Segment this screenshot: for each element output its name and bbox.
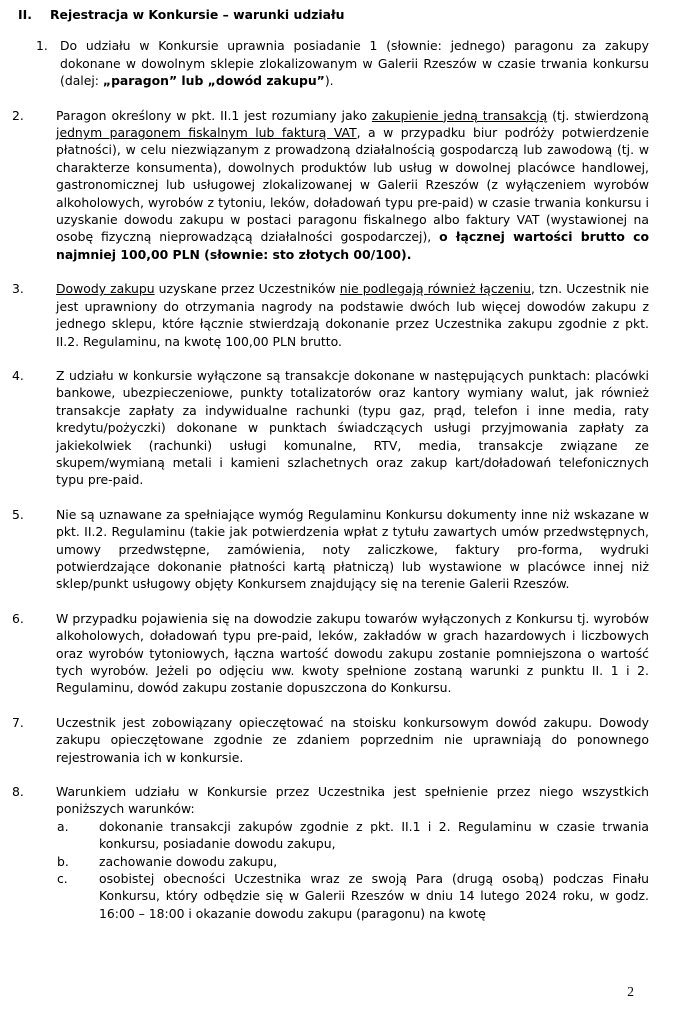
text-run: Paragon określony w pkt. II.1 jest rozumiany jako — [56, 107, 372, 123]
list-item — [12, 280, 649, 350]
sub-list — [56, 818, 649, 922]
item-number: 2. — [12, 107, 24, 123]
sub-item — [56, 818, 649, 853]
list-item — [12, 610, 649, 697]
text-run: Z udziału w konkursie wyłączone są transakcje dokonane w następujących punktach: placówki bankowe, ubezpieczeniowe, punkty totalizatorów oraz kantory wymiany walut, jak również transakcje zapłaty za indywidualne rachunki (typu gaz, prąd, telefon i inne media, raty kredytu/pożyczki) dokonane w punktach świadczących usługi przyjmowania zapłaty za jakiekolwiek (rachunki) usługi komunalne, RTV, media, transakcje związane ze skupem/wymianą metali i kamieni szlachetnych oraz zakup kart/doładowań telefonicznych typu pre-paid. — [56, 367, 649, 488]
item-body — [56, 280, 649, 350]
sub-item-letter: a. — [57, 818, 69, 834]
item-body — [60, 37, 649, 89]
section-heading — [12, 6, 649, 23]
item-text — [56, 107, 649, 264]
list-item — [12, 37, 649, 89]
text-run: W przypadku pojawienia się na dowodzie zakupu towarów wyłączonych z Konkursu tj. wyrobów alkoholowych, doładowań typu pre-paid, leków, zakładów w grach hazardowych i liczbowych oraz wyrobów tytoniowych, łączna wartość dowodu zakupu zostanie pomniejszona o wartość tych wyrobów. Jeżeli po odjęciu ww. kwoty spełnione zostaną warunki z punktu II. 1 i 2. Regulaminu, dowód zakupu zostanie dopuszczona do Konkursu. — [56, 610, 649, 696]
text-run: ). — [324, 73, 334, 89]
item-text — [56, 280, 649, 350]
text-run: uzyskane przez Uczestników — [154, 281, 340, 297]
item-body — [56, 783, 649, 922]
text-run: Dowody zakupu — [56, 281, 155, 297]
text-run: Warunkiem udziału w Konkursie przez Uczestnika jest spełnienie przez niego wszystkich poniższych warunków: — [56, 784, 649, 817]
item-text — [56, 506, 649, 593]
numbered-list — [12, 37, 649, 922]
page-number: 2 — [627, 983, 634, 999]
item-body — [56, 714, 649, 766]
item-text — [60, 37, 649, 89]
text-run: nie podlegają również łączeniu — [339, 281, 531, 297]
text-run: osobistej obecności Uczestnika wraz ze swoją Para (drugą osobą) podczas Finału Konkursu, który odbędzie się w Galerii Rzeszów w dniu 14 lutego 2024 roku, w godz. 16:00 – 18:00 i okazanie dowodu zakupu (paragonu) na kwotę — [99, 871, 649, 921]
item-body — [56, 107, 649, 264]
text-run: Do udziału w Konkursie uprawnia posiadanie 1 (słownie: jednego) paragonu za zakupy dokonane w dowolnym sklepie zlokalizowanym w Galerii Rzeszów w czasie trwania konkursu (dalej: — [60, 38, 649, 89]
sub-item — [56, 870, 649, 922]
item-number: 1. — [36, 38, 48, 54]
item-number: 3. — [12, 281, 24, 297]
section-title: Rejestracja w Konkursie – warunki udziału — [50, 7, 345, 22]
list-item — [12, 506, 649, 593]
item-number: 4. — [12, 367, 24, 383]
list-item — [12, 367, 649, 489]
item-body — [56, 610, 649, 697]
list-item — [12, 107, 649, 264]
text-run: zachowanie dowodu zakupu, — [99, 853, 278, 869]
list-item — [12, 714, 649, 766]
text-run: , a w przypadku biur podróży potwierdzenie płatności), w celu niezwiązanym z prowadzoną działalnością gospodarczą lub zawodową (tj. w charakterze konsumenta), dowolnych produktów lub usług w dowolnej placówce handlowej, gastronomicznej lub usługowej zlokalizowanej w Galerii Rzeszów (z wyłączeniem wyrobów alkoholowych, wyrobów z tytoniu, leków, doładowań typu pre-paid) w czasie trwania konkursu i uzyskanie dowodu zakupu w postaci paragonu fiskalnego albo faktury VAT (wystawionej na osobę fizyczną nieprowadzącą działalności gospodarczej), — [56, 125, 649, 245]
item-number: 8. — [12, 784, 24, 800]
text-run: jednym paragonem fiskalnym lub fakturą VAT — [56, 125, 357, 141]
sub-item-letter: c. — [57, 871, 68, 887]
sub-item-text — [99, 818, 649, 853]
text-run: (tj. stwierdzoną — [547, 107, 649, 123]
text-run: „paragon” lub „dowód zakupu” — [102, 73, 325, 89]
item-text — [56, 783, 649, 818]
item-number: 5. — [12, 506, 24, 522]
item-text — [56, 714, 649, 766]
text-run: , tzn. Uczestnik nie jest uprawniony do otrzymania nagrody na podstawie dwóch lub więcej dowodów zakupu z jednego sklepu, które łącznie stwierdzają dokonanie przez Uczestnika zakupu zgodnie z pkt. II.2. Regulaminu, na kwotę 100,00 PLN brutto. — [56, 281, 649, 349]
sub-item-text — [99, 870, 649, 922]
text-run: Nie są uznawane za spełniające wymóg Regulaminu Konkursu dokumenty inne niż wskazane w pkt. II.2. Regulaminu (takie jak potwierdzenia wpłat z tytułu zawartych umów przedwstępnych, umowy przedwstępne, zamówienia, noty zaliczkowe, faktury pro-forma, wydruki potwierdzające dokonanie płatności kartą płatniczą) lub wystawione w placówce innej niż sklep/punkt usługowy objęty Konkursem znajdujący się na terenie Galerii Rzeszów. — [56, 506, 649, 592]
text-run: o łącznej wartości brutto co najmniej 100,00 PLN (słownie: sto złotych 00/100). — [56, 229, 649, 262]
sub-item — [56, 853, 649, 870]
text-run: dokonanie transakcji zakupów zgodnie z pkt. II.1 i 2. Regulaminu w czasie trwania konkursu, posiadanie dowodu zakupu, — [99, 818, 649, 852]
item-text — [56, 610, 649, 697]
text-run: zakupienie jedną transakcją — [371, 107, 548, 123]
item-body — [56, 367, 649, 489]
item-body — [56, 506, 649, 593]
section-number: II. — [18, 7, 32, 22]
list-item — [12, 783, 649, 922]
sub-item-text — [99, 853, 649, 870]
item-number: 6. — [12, 610, 24, 626]
text-run: Uczestnik jest zobowiązany opieczętować na stoisku konkursowym dowód zakupu. Dowody zakupu opieczętowane zgodnie ze zdaniem poprzednim nie uprawniają do ponownego rejestrowania ich w konkursie. — [56, 714, 649, 765]
sub-item-letter: b. — [57, 853, 69, 869]
item-text — [56, 367, 649, 489]
item-number: 7. — [12, 714, 24, 730]
